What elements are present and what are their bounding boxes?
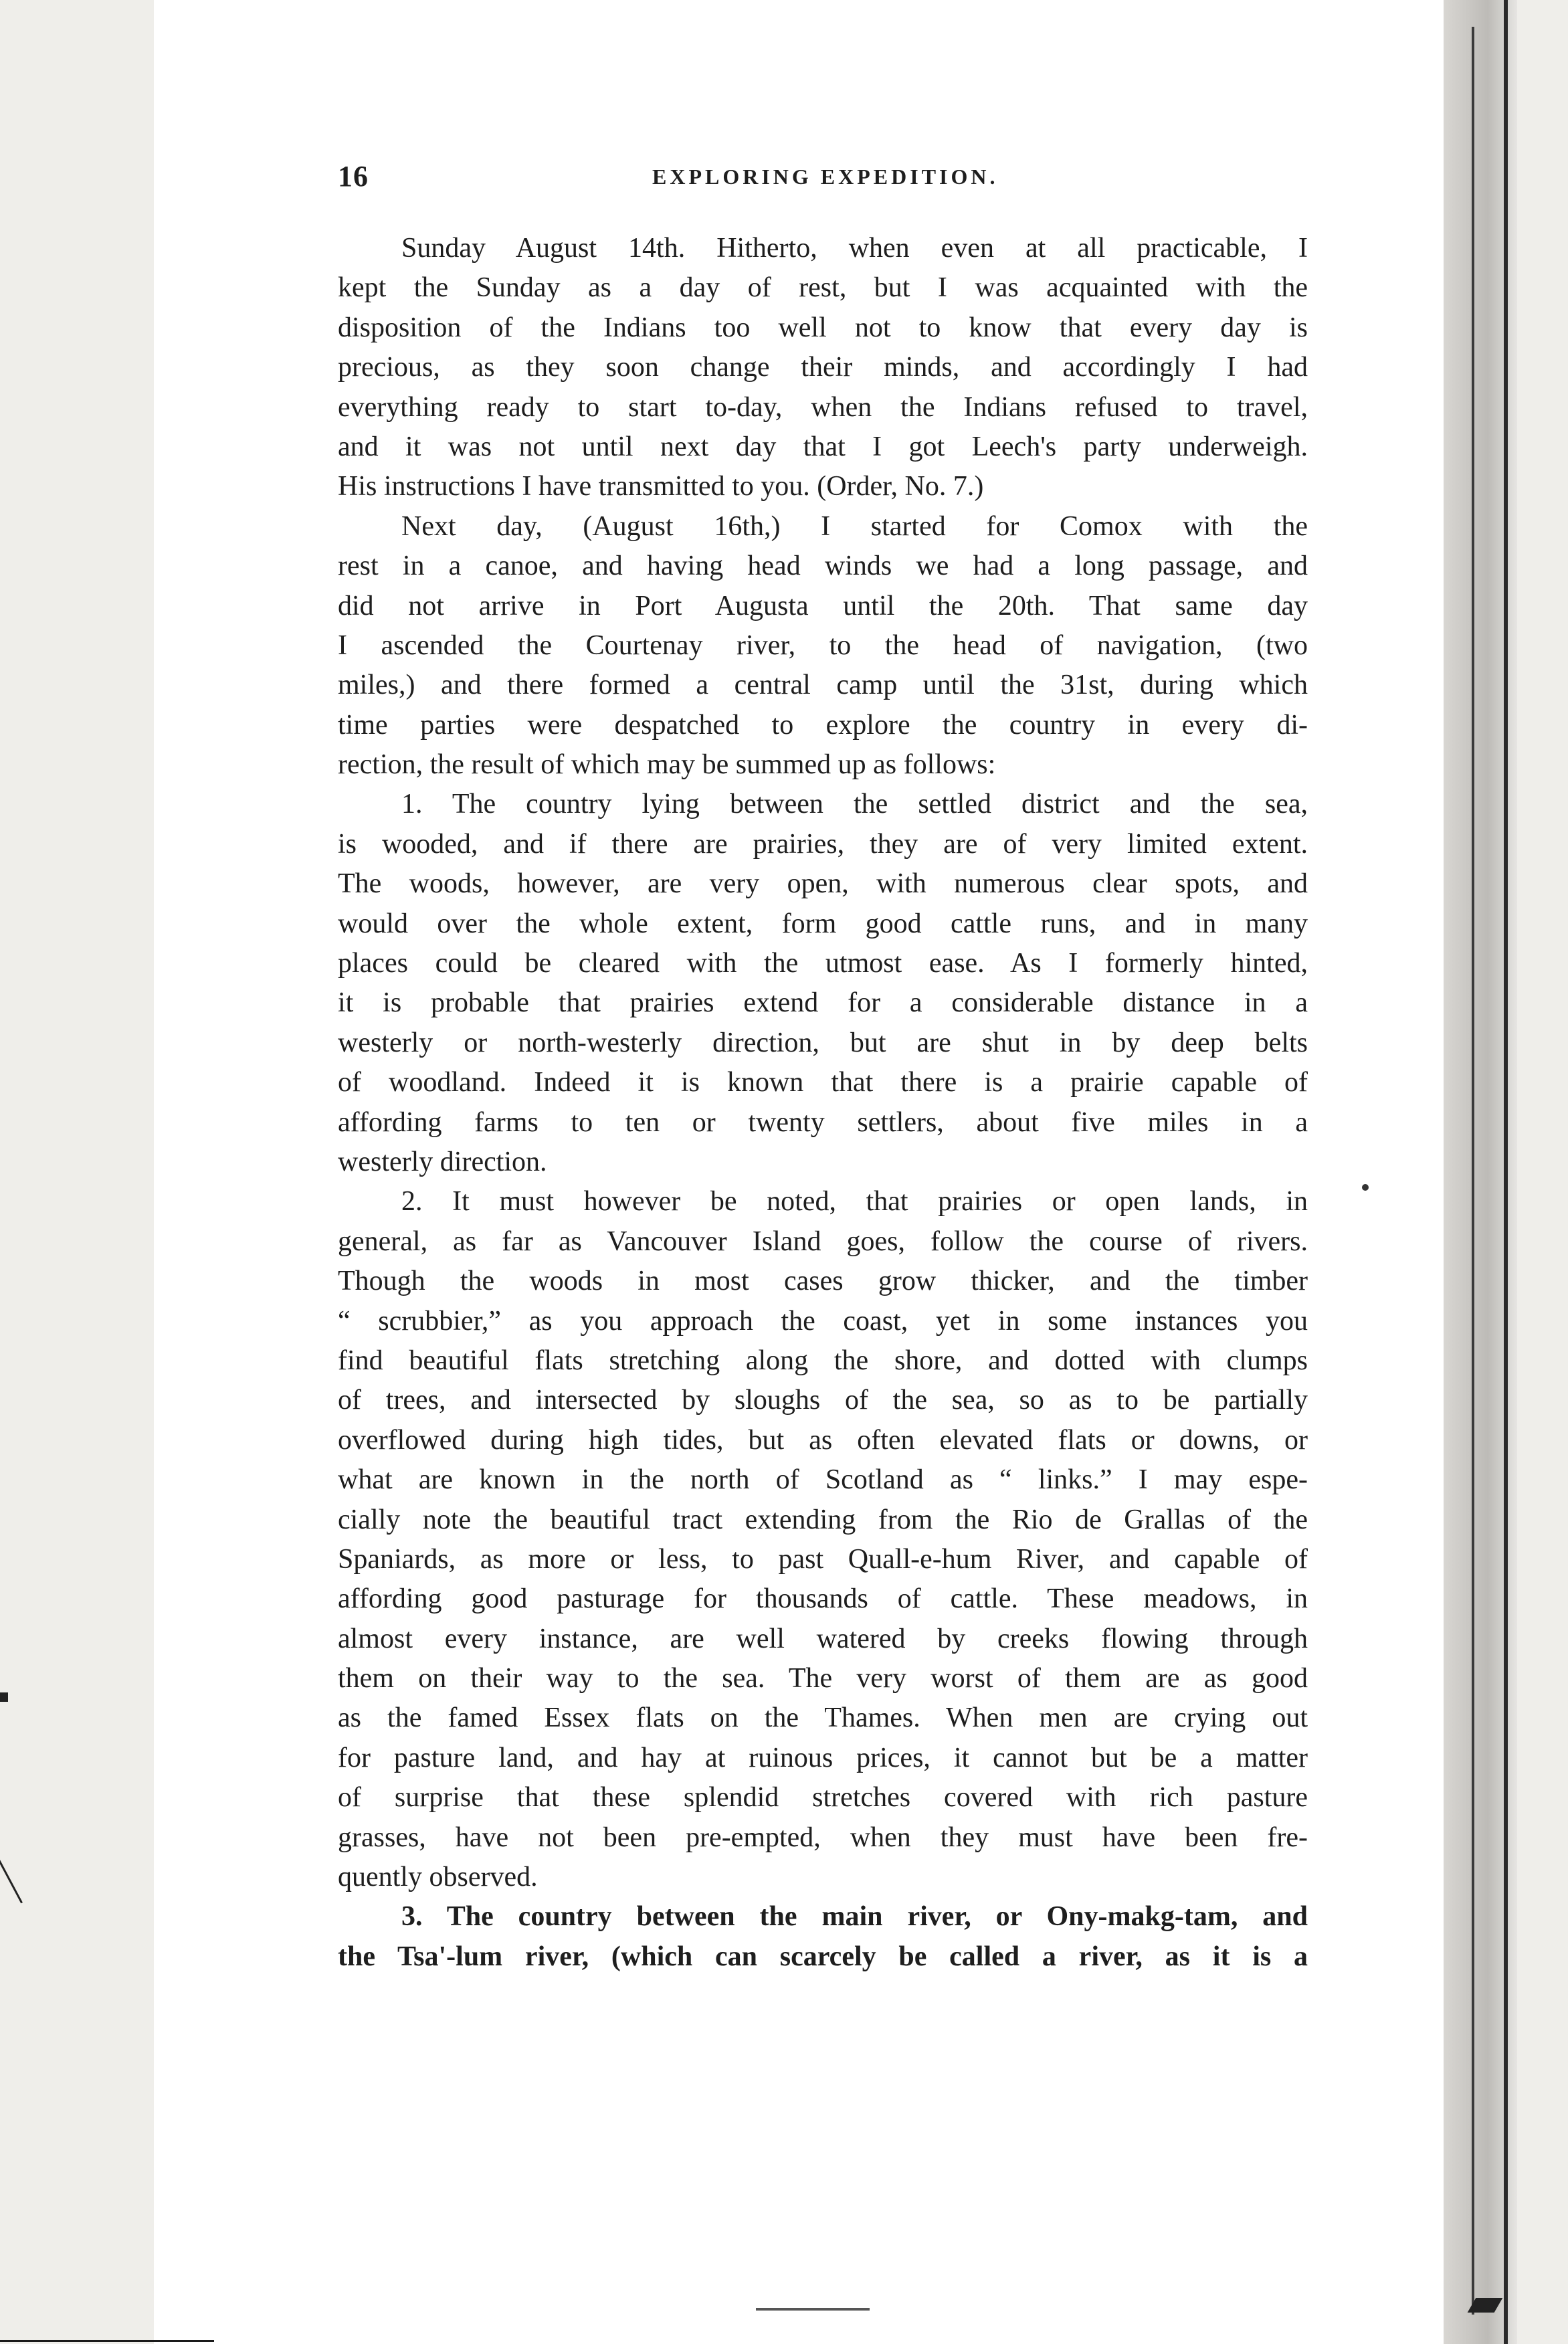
text-line: time parties were despatched to explore the country in every di- xyxy=(338,709,1308,741)
text-line: 1. The country lying between the settled district and the sea, xyxy=(401,789,1308,820)
scan-bottom-rule xyxy=(0,2340,214,2342)
text-line: The woods, however, are very open, with numerous clear spots, and xyxy=(338,868,1308,900)
text-line: and it was not until next day that I got Leech's party underweigh. xyxy=(338,431,1308,462)
text-line: of woodland. Indeed it is known that there is a prairie capable of xyxy=(338,1067,1308,1098)
text-line: would over the whole extent, form good cattle runs, and in many xyxy=(338,908,1308,939)
text-line: almost every instance, are well watered by creeks flowing through xyxy=(338,1623,1308,1654)
page-edge-line xyxy=(1472,27,1474,2315)
text-line: grasses, have not been pre-empted, when they must have been fre- xyxy=(338,1822,1308,1853)
text-line: find beautiful flats stretching along the shore, and dotted with clumps xyxy=(338,1345,1308,1376)
text-line: the Tsa'-lum river, (which can scarcely be called a river, as it is a xyxy=(338,1941,1308,1972)
text-line: 2. It must however be noted, that prairies or open lands, in xyxy=(401,1186,1308,1217)
text-line: is wooded, and if there are prairies, they are of very limited extent. xyxy=(338,828,1308,860)
text-line: affording farms to ten or twenty settlers, about five miles in a xyxy=(338,1106,1308,1138)
text-line: disposition of the Indians too well not to know that every day is xyxy=(338,312,1308,343)
text-line: rection, the result of which may be summed up as follows: xyxy=(338,749,996,781)
text-line: kept the Sunday as a day of rest, but I was acquainted with the xyxy=(338,272,1308,304)
text-line: Spaniards, as more or less, to past Quall-e-hum River, and capable of xyxy=(338,1543,1308,1575)
text-line: affording good pasturage for thousands of cattle. These meadows, in xyxy=(338,1583,1308,1615)
text-line: 3. The country between the main river, or Ony-makg-tam, and xyxy=(401,1901,1308,1933)
running-head xyxy=(338,159,1321,206)
text-line: I ascended the Courtenay river, to the head of navigation, (two xyxy=(338,629,1308,661)
text-line: places could be cleared with the utmost ease. As I formerly hinted, xyxy=(338,948,1308,979)
text-line: westerly or north-westerly direction, but are shut in by deep belts xyxy=(338,1027,1308,1058)
text-line: quently observed. xyxy=(338,1862,538,1893)
text-line: miles,) and there formed a central camp until the 31st, during which xyxy=(338,670,1308,701)
ink-dot xyxy=(1362,1184,1369,1191)
text-line: what are known in the north of Scotland as “ links.” I may espe- xyxy=(338,1464,1308,1496)
text-line: Though the woods in most cases grow thicker, and the timber xyxy=(338,1266,1308,1297)
margin-mark xyxy=(0,1692,8,1702)
text-line: His instructions I have transmitted to you. (Order, No. 7.) xyxy=(338,471,984,502)
text-line: as the famed Essex flats on the Thames. When men are crying out xyxy=(338,1702,1308,1734)
text-line: westerly direction. xyxy=(338,1146,547,1177)
text-line: precious, as they soon change their minds, and accordingly I had xyxy=(338,352,1308,383)
text-line: of surprise that these splendid stretches covered with rich pasture xyxy=(338,1782,1308,1814)
text-line: Sunday August 14th. Hitherto, when even at all practicable, I xyxy=(401,233,1308,264)
scan-border-line xyxy=(1504,0,1508,2344)
text-line: general, as far as Vancouver Island goes, follow the course of rivers. xyxy=(338,1226,1308,1257)
body-text xyxy=(338,229,1308,1977)
text-line: it is probable that prairies extend for a considerable distance in a xyxy=(338,987,1308,1019)
text-line: rest in a canoe, and having head winds we had a long passage, and xyxy=(338,551,1308,582)
text-line: everything ready to start to-day, when the Indians refused to travel, xyxy=(338,391,1308,423)
text-line: Next day, (August 16th,) I started for Comox with the xyxy=(401,510,1308,542)
text-line: them on their way to the sea. The very worst of them are as good xyxy=(338,1663,1308,1694)
running-head-title: EXPLORING EXPEDITION. xyxy=(652,165,999,189)
page-number: 16 xyxy=(338,160,369,193)
text-line: cially note the beautiful tract extending from the Rio de Grallas of the xyxy=(338,1504,1308,1535)
bottom-smudge xyxy=(756,2308,870,2311)
text-line: for pasture land, and hay at ruinous prices, it cannot but be a matter xyxy=(338,1742,1308,1773)
text-line: overflowed during high tides, but as often elevated flats or downs, or xyxy=(338,1424,1308,1456)
text-line: “ scrubbier,” as you approach the coast, yet in some instances you xyxy=(338,1305,1308,1337)
text-line: did not arrive in Port Augusta until the 20th. That same day xyxy=(338,590,1308,621)
text-line: of trees, and intersected by sloughs of the sea, so as to be partially xyxy=(338,1385,1308,1416)
